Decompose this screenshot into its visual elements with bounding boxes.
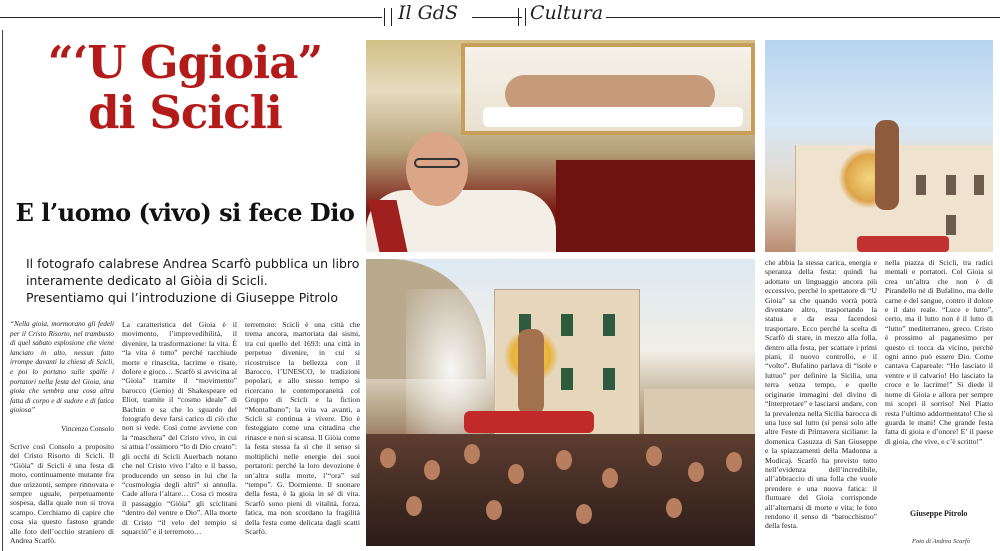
photo-priest-dead-christ [366,40,755,252]
header-separator-right [518,8,526,26]
page-left-rule [2,30,3,551]
section-label-newspaper: Il GdS [398,2,458,24]
photo-statue-piazza [765,40,993,252]
header-rule-right [606,17,1000,18]
epigraph-quote: “Nella gioia, mormorano gli fedeli per il Cristo Risorto, nel trambusto di quel sabato esplosione che viene lanciato in alto, nessun fatto irrompe davanti la chiesa di Scicli, e poi lo portano sulle spalle i portatori nella festa del Gioia, una gioia che sembra una cosa altra fatta di corpo e di sudore e di fatica gioiosa” [10,320,114,415]
page-header [0,0,1000,30]
photo-procession-crowd [366,259,755,546]
header-rule-left [0,17,382,18]
header-separator-left [384,8,392,26]
body-column-2: La caratteristica del Gioia è il movimento, l’imprevedibilità, il divenire, la trasformazione: la vita. È “la vita è tutto” perché racchiude morte e rinascita, lacrime e risate, dolore e gioco… Scarfò si avvicina al “Gioia” tramite il “movimento” barocco (Genio) di Shakespeare ed Eliot, tramite il “cosmo ideale” di Bachtin e sa che lo sguardo del fotografo deve farsi carico di ciò che non si vede. Così come avviene con la “maschera” del Cristo vivo, in cui si attua l’ossimoro “Io di Dio creato”: gli occhi di Scicli Auerbach notano che nel Cristo vivo l’alto e il basso, producendo un senso in lui che la “cosmologia degli altri” si annulla. Cade allora l’altare… Cosa ci mostra il passaggio “Giòia” gli sciclitani “dentro del ventre e Dio”. Alla morte di Cristo “il velo del tempio si squarciò” e il terremoto… [122,320,237,536]
headline-line-1: “‘U Ggioia” [47,36,323,89]
standfirst-line-3: Presentiamo qui l’introduzione di Giuseppe Pitrolo [26,290,338,305]
section-label-culture: Cultura [530,2,604,24]
body-column-3: terremoto: Scicli è una città che trema ancora, martoriata dai sismi, tra cui quello del 1693: una città in perpetuo divenire, in cui si ricostruisce la bellezza con il Barocco, l’UNESCO, le tradizioni popolari, e allo stesso tempo si ricercano le contemporaneità col Gruppo di Scicli e la fiction “Montalbano”; la vita va avanti, a Scicli si continua a vivere. Dio è festeggiato come una cittadina che rinasce e non si scansa. Il Giòia come la festa stessa fa sì che il senso si moltiplichi nelle energie dei suoi portatori: perché la loro devozione è un’altra sulla morte, l’“ora” sul “tempo”. G. Dormiente. Il suonare della festa, è la gioia in sé di vita. Scarfò sono pieni di vitalità, forza, fatica, ma non scordano la fragilità della festa come delicata dagli scatti Scarfò. [245,320,360,536]
standfirst-line-1: Il fotografo calabrese Andrea Scarfò pubblica un libro [26,256,360,271]
article-subtitle: E l’uomo (vivo) si fece Dio [15,198,355,227]
body-column-1: Scrive così Consolo a proposito del Cristo Risorto di Scicli. Il “Giòia” di Scicli è una festa di moto, continuamente mutante fra due orizzonti, sempre rinnovata e sempre uguale, perpetuamente sospesa, dalla quale non si trova scampo. Cerchiamo di capire che cosa sia questo fastoso grande alle foto dell’occhio straniero di Andrea Scarfò. [10,442,114,546]
statue-raised-arm [875,120,899,210]
standfirst-line-2: interamente dedicato al Giòia di Scicli. [26,273,268,288]
article-headline [10,38,360,138]
headline-line-2: di Scicli [88,86,282,139]
article-standfirst [26,255,366,306]
photo-credit: Foto di Andrea Scarfò [912,538,970,545]
risen-christ-statue [518,329,544,415]
body-column-4: che abbia la stessa carica, energia e speranza della festa: quindi ha adottato un linguaggio ancora più eccessivo, perché lo spettatore di “U Gioia” sa che quando vorrà potrà diventare altro, trasportando la statua e da essa facendosi trasportare. Ecco perché la scelta di Scarfò di stare, in mezzo alla folla, dentro alla festa, per scattare i primi piani, il nuovo controllo, e il “volto”. Bufalino parlava di “isole e luttuo” per definire la Sicilia, una terra senza tempo, e quelle originarie immagini del divino di “Interpretare” e lasciarsi andare, con la prevalenza nella Sicilia barocca di una luce sul lutto (si pensi solo alle altre Feste di Primavera siciliane: la domenica Casuzza di San Giuseppe e la spiazzamenti della Madonna a Modica). Scarfò ha previsto tutto nell’evidenza dell’incredibile, all’abbraccio di una folla che vuole prendere e una nuova fatica: il fluttuare del Gioia corrisponde all’alternarsi di morte e vita; le foto rendono il senso di “barocchismo” della festa. [765,258,877,531]
crowd [366,434,755,546]
header-rule-middle [472,17,522,18]
priest-figure [406,132,468,206]
glass-reliquary [461,43,755,135]
article-author: Giuseppe Pitrolo [910,509,968,518]
epigraph-author: Vincenzo Consolo [61,425,114,433]
body-column-5: nella piazza di Scicli, tra radici mentali e portatori. Col Gioia si crea un’altra che non è di Pirandello né di Bufalino, ma delle carne e del sangue, contro il dolore e il dato reale. “Luce e lutto”, certo, ma il lutto non è il lutto di “lutto” mediterraneo, greco. Cristo è prossimo al paganesimo per questo ci tocca da vicino, perché ogni anno può essere Dio. Come cantava Capareale: “Ho lasciato il ventre e il calvario! Ho lasciato la croce e le lacrime!” Si diede il nome di Gioia e allora per sempre mi scopri il sorriso! Nel Piatto resta l’ultimo addormentato! Che si guarda le mani! Che grande festa fatta di gioia e d’onore! E’ il paese di gioia, che vive, e c’è scritto!” [885,258,993,446]
